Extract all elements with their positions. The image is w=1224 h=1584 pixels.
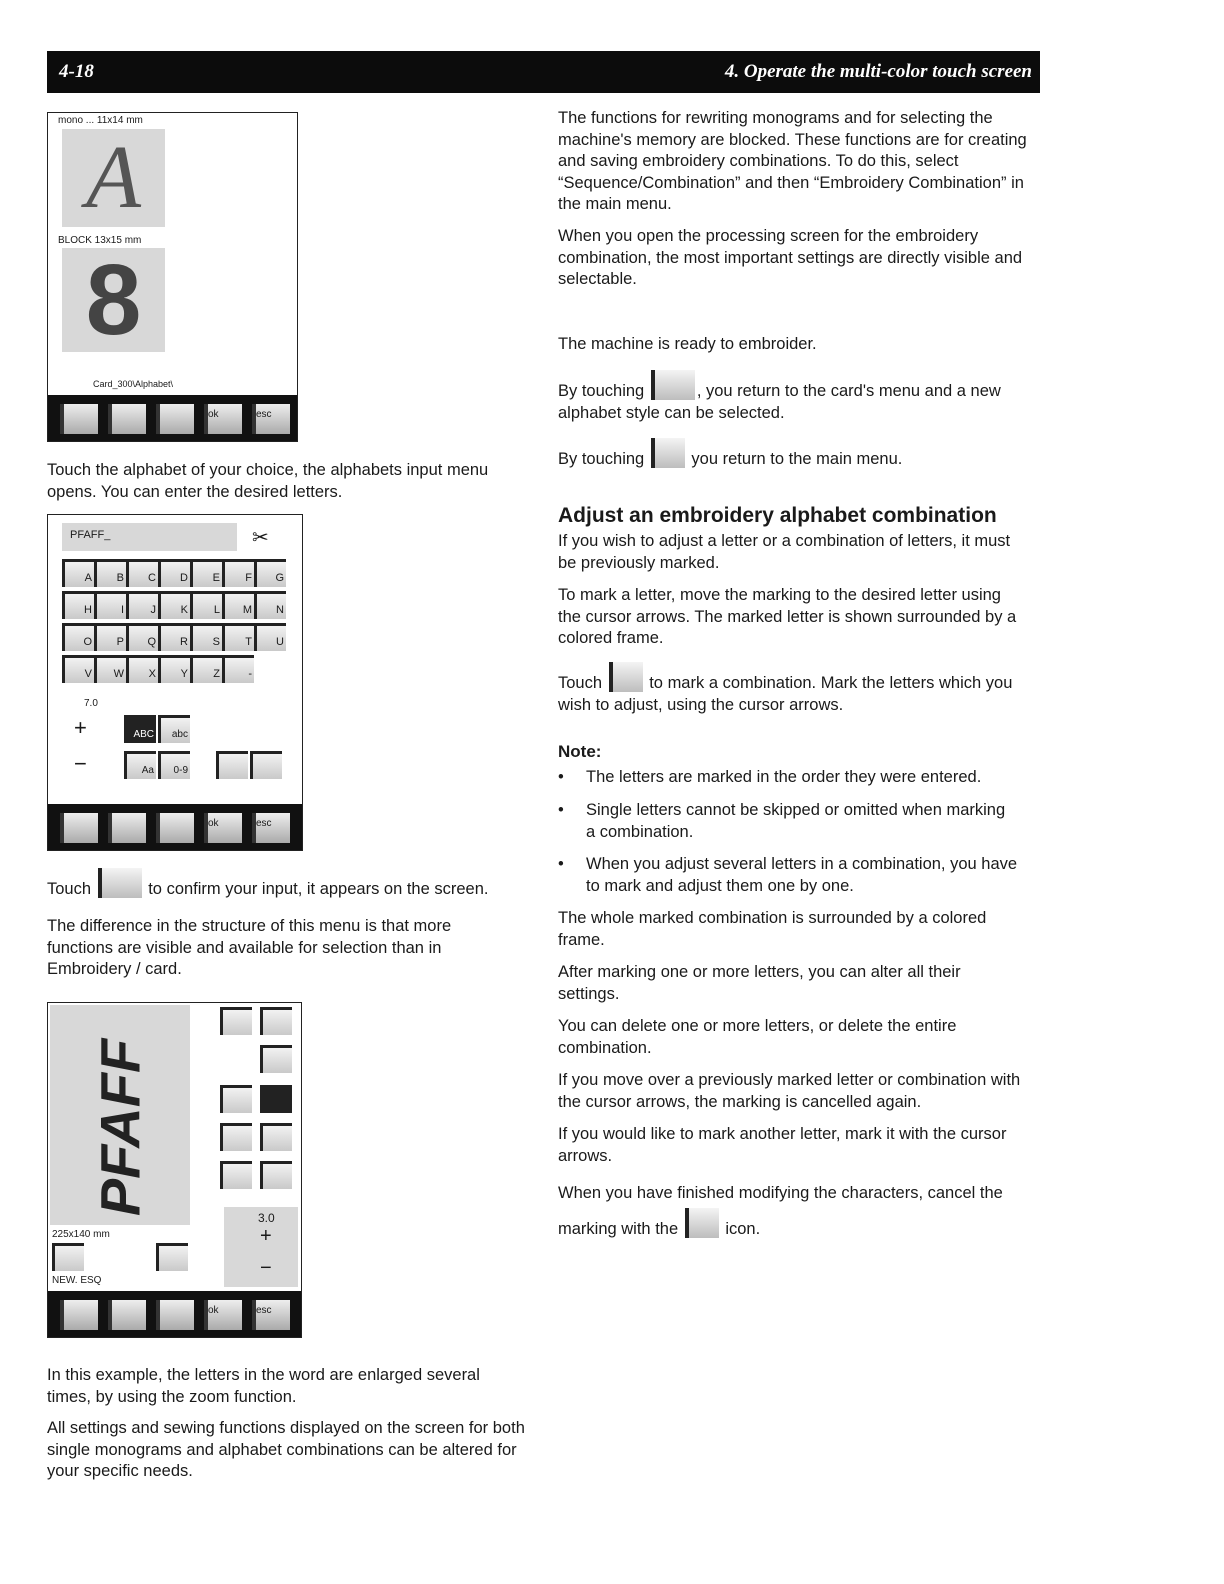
letter-key[interactable]: Q [126,623,158,651]
file-name: NEW. ESQ [52,1275,102,1286]
left-paragraph-2 [47,868,537,901]
right-paragraph-9: The whole marked combination is surrounded by a colored frame. [558,909,987,949]
screen-alphabet-input [47,514,303,851]
numbers-key[interactable] [158,751,190,779]
esc-label: esc [256,818,272,829]
left-paragraph-3: The difference in the structure of this menu is that more functions are visible and available for selection than in Embroidery / card. [47,917,452,979]
monogram-preview[interactable] [62,129,165,227]
block-glyph: 8 [85,244,142,356]
up-icon[interactable] [220,1007,252,1035]
bullet-text: Single letters cannot be skipped or omitted when marking a combination. [586,801,1006,841]
increase-icon[interactable]: + [74,715,87,740]
confirm-text: to confirm your input, it appears on the screen. [148,880,489,898]
right-paragraph-4 [558,370,1044,424]
letter-key[interactable]: G [254,559,286,587]
bullet-dot: • [558,855,564,873]
chapter-title: 4. Operate the multi-color touch screen [724,61,1032,82]
mark-text: to mark a combination. Mark the letters which you wish to adjust, using the cursor arrows. [558,674,1013,714]
right-paragraph-14 [558,1178,1038,1244]
main-menu-button[interactable] [60,1300,98,1330]
finish-text: When you have finished modifying the characters, cancel the marking with the [558,1184,1003,1238]
bullet-text: The letters are marked in the order they were entered. [586,768,982,786]
mark-combination-icon [609,662,643,692]
scissors-icon[interactable]: ✂ [252,527,269,549]
mixedcase-key-label: Aa [141,765,154,776]
letter-key[interactable]: K [158,591,190,619]
combination-word: PFAFF [88,1038,152,1217]
note-bullet-3 [558,854,1026,897]
esc-button[interactable] [252,813,290,843]
lowercase-key-label: abc [171,729,188,740]
note-bullet-1 [558,767,1036,789]
esc-label: esc [256,1305,272,1316]
letter-key[interactable]: Y [158,655,190,683]
zoom-minus-icon[interactable]: − [260,1257,272,1279]
ok-check-icon [98,868,142,898]
letter-key[interactable]: S [190,623,222,651]
section-heading: Adjust an embroidery alphabet combination [558,504,997,527]
file-icon[interactable] [260,1007,292,1035]
mixedcase-key[interactable] [124,751,156,779]
bullet-text: When you adjust several letters in a combination, you have to mark and adjust them one by one. [586,855,1018,895]
block-label: BLOCK 13x15 mm [58,235,142,246]
zoom-in-icon[interactable] [260,1085,292,1113]
right-paragraph-12: If you move over a previously marked letter or combination with the cursor arrows, the marking is cancelled again. [558,1071,1021,1111]
letter-key[interactable]: C [126,559,158,587]
ok-label: ok [208,409,219,420]
note-heading: Note: [558,742,602,761]
letter-key[interactable]: N [254,591,286,619]
right-paragraph-1: The functions for rewriting monograms and for selecting the machine's memory are blocked. These functions are for creating and saving embroidery combinations. To do this, select “Sequence/Combination” and then “Embroidery Combination” in the main menu. [558,109,1027,214]
right-paragraph-2: When you open the processing screen for the embroidery combination, the most important settings are directly visible and selectable. [558,227,1023,289]
text-input-value: PFAFF_ [70,529,111,541]
decrease-icon[interactable]: − [74,751,87,776]
right-paragraph-5 [558,438,1038,471]
info-button[interactable] [156,813,194,843]
letter-key[interactable]: - [222,655,254,683]
letter-key[interactable]: M [222,591,254,619]
text-input[interactable] [62,523,237,551]
letter-key[interactable]: P [94,623,126,651]
right-paragraph-13: If you would like to mark another letter, mark it with the cursor arrows. [558,1125,1007,1165]
cursor-left-key[interactable] [216,751,248,779]
right-paragraph-3: The machine is ready to embroider. [558,335,817,353]
letter-key[interactable]: L [190,591,222,619]
esc-label: esc [256,409,272,420]
return-main-text: you return to the main menu. [691,450,903,468]
letter-key[interactable]: J [126,591,158,619]
screen1-toolbar [48,395,297,441]
uppercase-key[interactable] [124,715,156,743]
numbers-key-label: 0-9 [173,765,188,776]
icon-word: icon. [725,1220,761,1238]
combination-size: 225x140 mm [52,1229,110,1240]
screen-combination [47,1002,302,1338]
right-paragraph-6: If you wish to adjust a letter or a combination of letters, it must be previously marked. [558,532,1011,572]
ok-label: ok [208,818,219,829]
next-letter-button[interactable] [156,1243,188,1271]
touch-label: Touch [47,880,92,898]
combination-preview[interactable] [50,1005,190,1225]
down-icon[interactable] [220,1085,252,1113]
zoom-panel [224,1207,298,1287]
right-paragraph-8 [558,662,1038,716]
card-button[interactable] [108,813,146,843]
card-button[interactable] [108,404,146,434]
esc-button[interactable] [252,1300,290,1330]
letter-key[interactable]: I [94,591,126,619]
size-readout: 7.0 [84,698,98,709]
right-paragraph-7: To mark a letter, move the marking to the desired letter using the cursor arrows. The marked letter is shown surrounded by a colored frame. [558,586,1017,648]
letter-key[interactable]: B [94,559,126,587]
main-menu-button[interactable] [60,813,98,843]
ok-button[interactable] [204,813,242,843]
uppercase-key-label: ABC [133,729,154,740]
monogram-label: mono ... 11x14 mm [58,115,143,126]
left-paragraph-5: All settings and sewing functions displayed on the screen for both single monograms and alphabet combinations can be altered for your specific needs. [47,1419,525,1481]
letter-key[interactable]: A [62,559,94,587]
letter-key[interactable]: D [158,559,190,587]
left-paragraph-4: In this example, the letters in the word are enlarged several times, by using the zoom function. [47,1366,480,1406]
return-card-text: , you return to the card's menu and a new alphabet style can be selected. [558,382,1001,422]
prev-letter-button[interactable] [52,1243,84,1271]
right-paragraph-11: You can delete one or more letters, or delete the entire combination. [558,1017,957,1057]
bullet-dot: • [558,801,564,819]
letter-key[interactable]: H [62,591,94,619]
letter-key[interactable]: Z [190,655,222,683]
cursor-right-key[interactable] [250,751,282,779]
ok-button[interactable] [204,404,242,434]
card-button[interactable] [108,1300,146,1330]
by-touching-label-2: By touching [558,450,645,468]
page-number: 4-18 [59,61,94,82]
page-header [47,51,1040,93]
main-menu-icon [651,438,685,468]
block-preview[interactable] [62,244,165,356]
letter-key[interactable]: W [94,655,126,683]
letter-key[interactable]: X [126,655,158,683]
zoom-plus-icon[interactable]: + [260,1225,272,1247]
delete-icon[interactable] [220,1161,252,1189]
touch-label-2: Touch [558,674,603,692]
left-paragraph-1: Touch the alphabet of your choice, the alphabets input menu opens. You can enter the desired letters. [47,461,489,501]
screen-monogram-card [47,112,298,442]
list-icon[interactable] [260,1045,292,1073]
letter-key[interactable]: V [62,655,94,683]
note-bullet-2 [558,800,1006,843]
letter-key[interactable]: O [62,623,94,651]
main-menu-button[interactable] [60,404,98,434]
right-paragraph-10: After marking one or more letters, you can alter all their settings. [558,963,961,1003]
ok-label: ok [208,1305,219,1316]
info-button[interactable] [156,1300,194,1330]
info-button[interactable] [156,404,194,434]
card-path: Card_300\Alphabet\ [93,379,174,389]
monogram-glyph: A [86,128,141,227]
esc-button[interactable] [252,404,290,434]
zoom-value: 3.0 [258,1211,275,1225]
zoom-out-icon[interactable] [260,1123,292,1151]
letter-key[interactable]: U [254,623,286,651]
by-touching-label: By touching [558,382,645,400]
esc-icon [651,370,695,400]
screen2-toolbar [48,804,302,850]
lowercase-key[interactable] [158,715,190,743]
letter-key[interactable]: T [222,623,254,651]
letter-key[interactable]: F [222,559,254,587]
screen3-toolbar [48,1291,301,1337]
mark-icon[interactable] [220,1123,252,1151]
letter-key[interactable]: R [158,623,190,651]
mark-combination-icon [685,1208,719,1238]
letter-key[interactable]: E [190,559,222,587]
ok-button[interactable] [204,1300,242,1330]
bullet-dot: • [558,768,564,786]
save-icon[interactable] [260,1161,292,1189]
